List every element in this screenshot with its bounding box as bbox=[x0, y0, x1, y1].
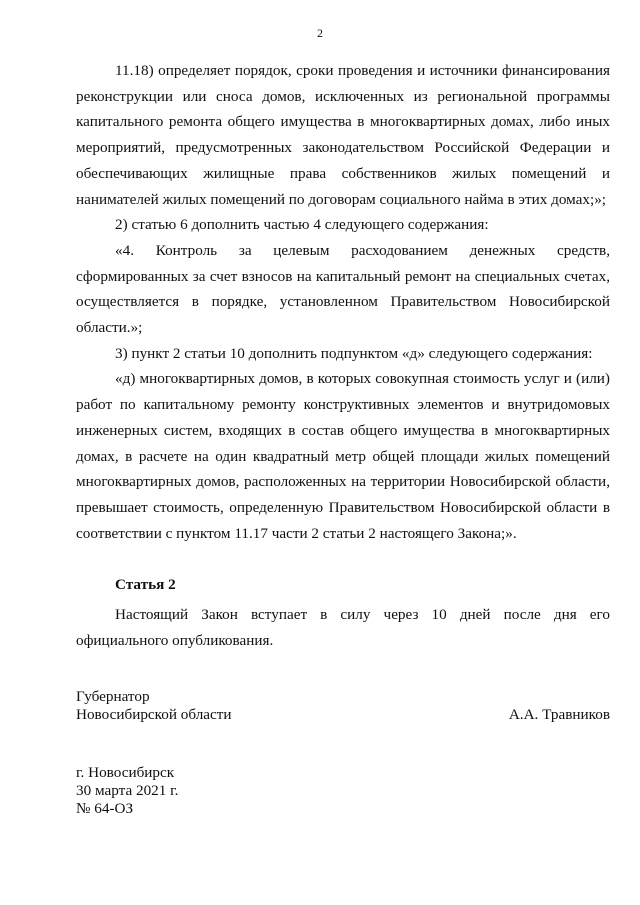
page-number: 2 bbox=[317, 26, 323, 40]
article-2-body bbox=[76, 602, 610, 653]
amendment-paragraph: 3) пункт 2 статьи 10 дополнить подпунктом «д» следующего содержания: bbox=[115, 344, 593, 362]
article-2-heading: Статья 2 bbox=[115, 576, 176, 593]
footer-city: г. Новосибирск bbox=[76, 764, 175, 781]
signer-title-line2: Новосибирской области bbox=[76, 706, 232, 723]
amendment-paragraph: 11.18) определяет порядок, сроки проведения и источники финансирования реконструкции или сноса домов, исключенных из региональной программы капитального ремонта общего имущества в многоквартирных домах, либо иных мероприятий, предусмотренных законодательством Российской Федерации и обеспечивающих жилищные права собственников жилых помещений и нанимателей жилых помещений по договорам социального найма в этих домах;»; bbox=[76, 62, 610, 208]
signature-block bbox=[76, 688, 610, 724]
amendment-paragraph: «4. Контроль за целевым расходованием денежных средств, сформированных за счет взносов на капитальный ремонт на специальных счетах, осуществляется в порядке, установленном Правительством Новосибирской области.»; bbox=[76, 241, 610, 337]
signer-title-line1: Губернатор bbox=[76, 688, 150, 705]
footer-law-number: № 64-ОЗ bbox=[76, 800, 134, 817]
signer-name: А.А. Травников bbox=[508, 706, 610, 723]
document-footer bbox=[76, 764, 178, 818]
article-2-text: Настоящий Закон вступает в силу через 10 дней после дня его официального опубликования. bbox=[76, 606, 610, 649]
amendments-text bbox=[76, 58, 610, 546]
amendment-paragraph: 2) статью 6 дополнить частью 4 следующего содержания: bbox=[115, 216, 489, 234]
amendment-paragraph: «д) многоквартирных домов, в которых совокупная стоимость услуг и (или) работ по капитальному ремонту конструктивных элементов и внутридомовых инженерных систем, входящих в состав общего имущества в многоквартирных домах, в расчете на один квадратный метр общей площади жилых помещений многоквартирных домов, расположенных на территории Новосибирской области, превышает стоимость, определенную Правительством Новосибирской области в соответствии с пунктом 11.17 части 2 статьи 2 настоящего Закона;». bbox=[76, 370, 610, 542]
footer-date: 30 марта 2021 г. bbox=[76, 782, 179, 799]
